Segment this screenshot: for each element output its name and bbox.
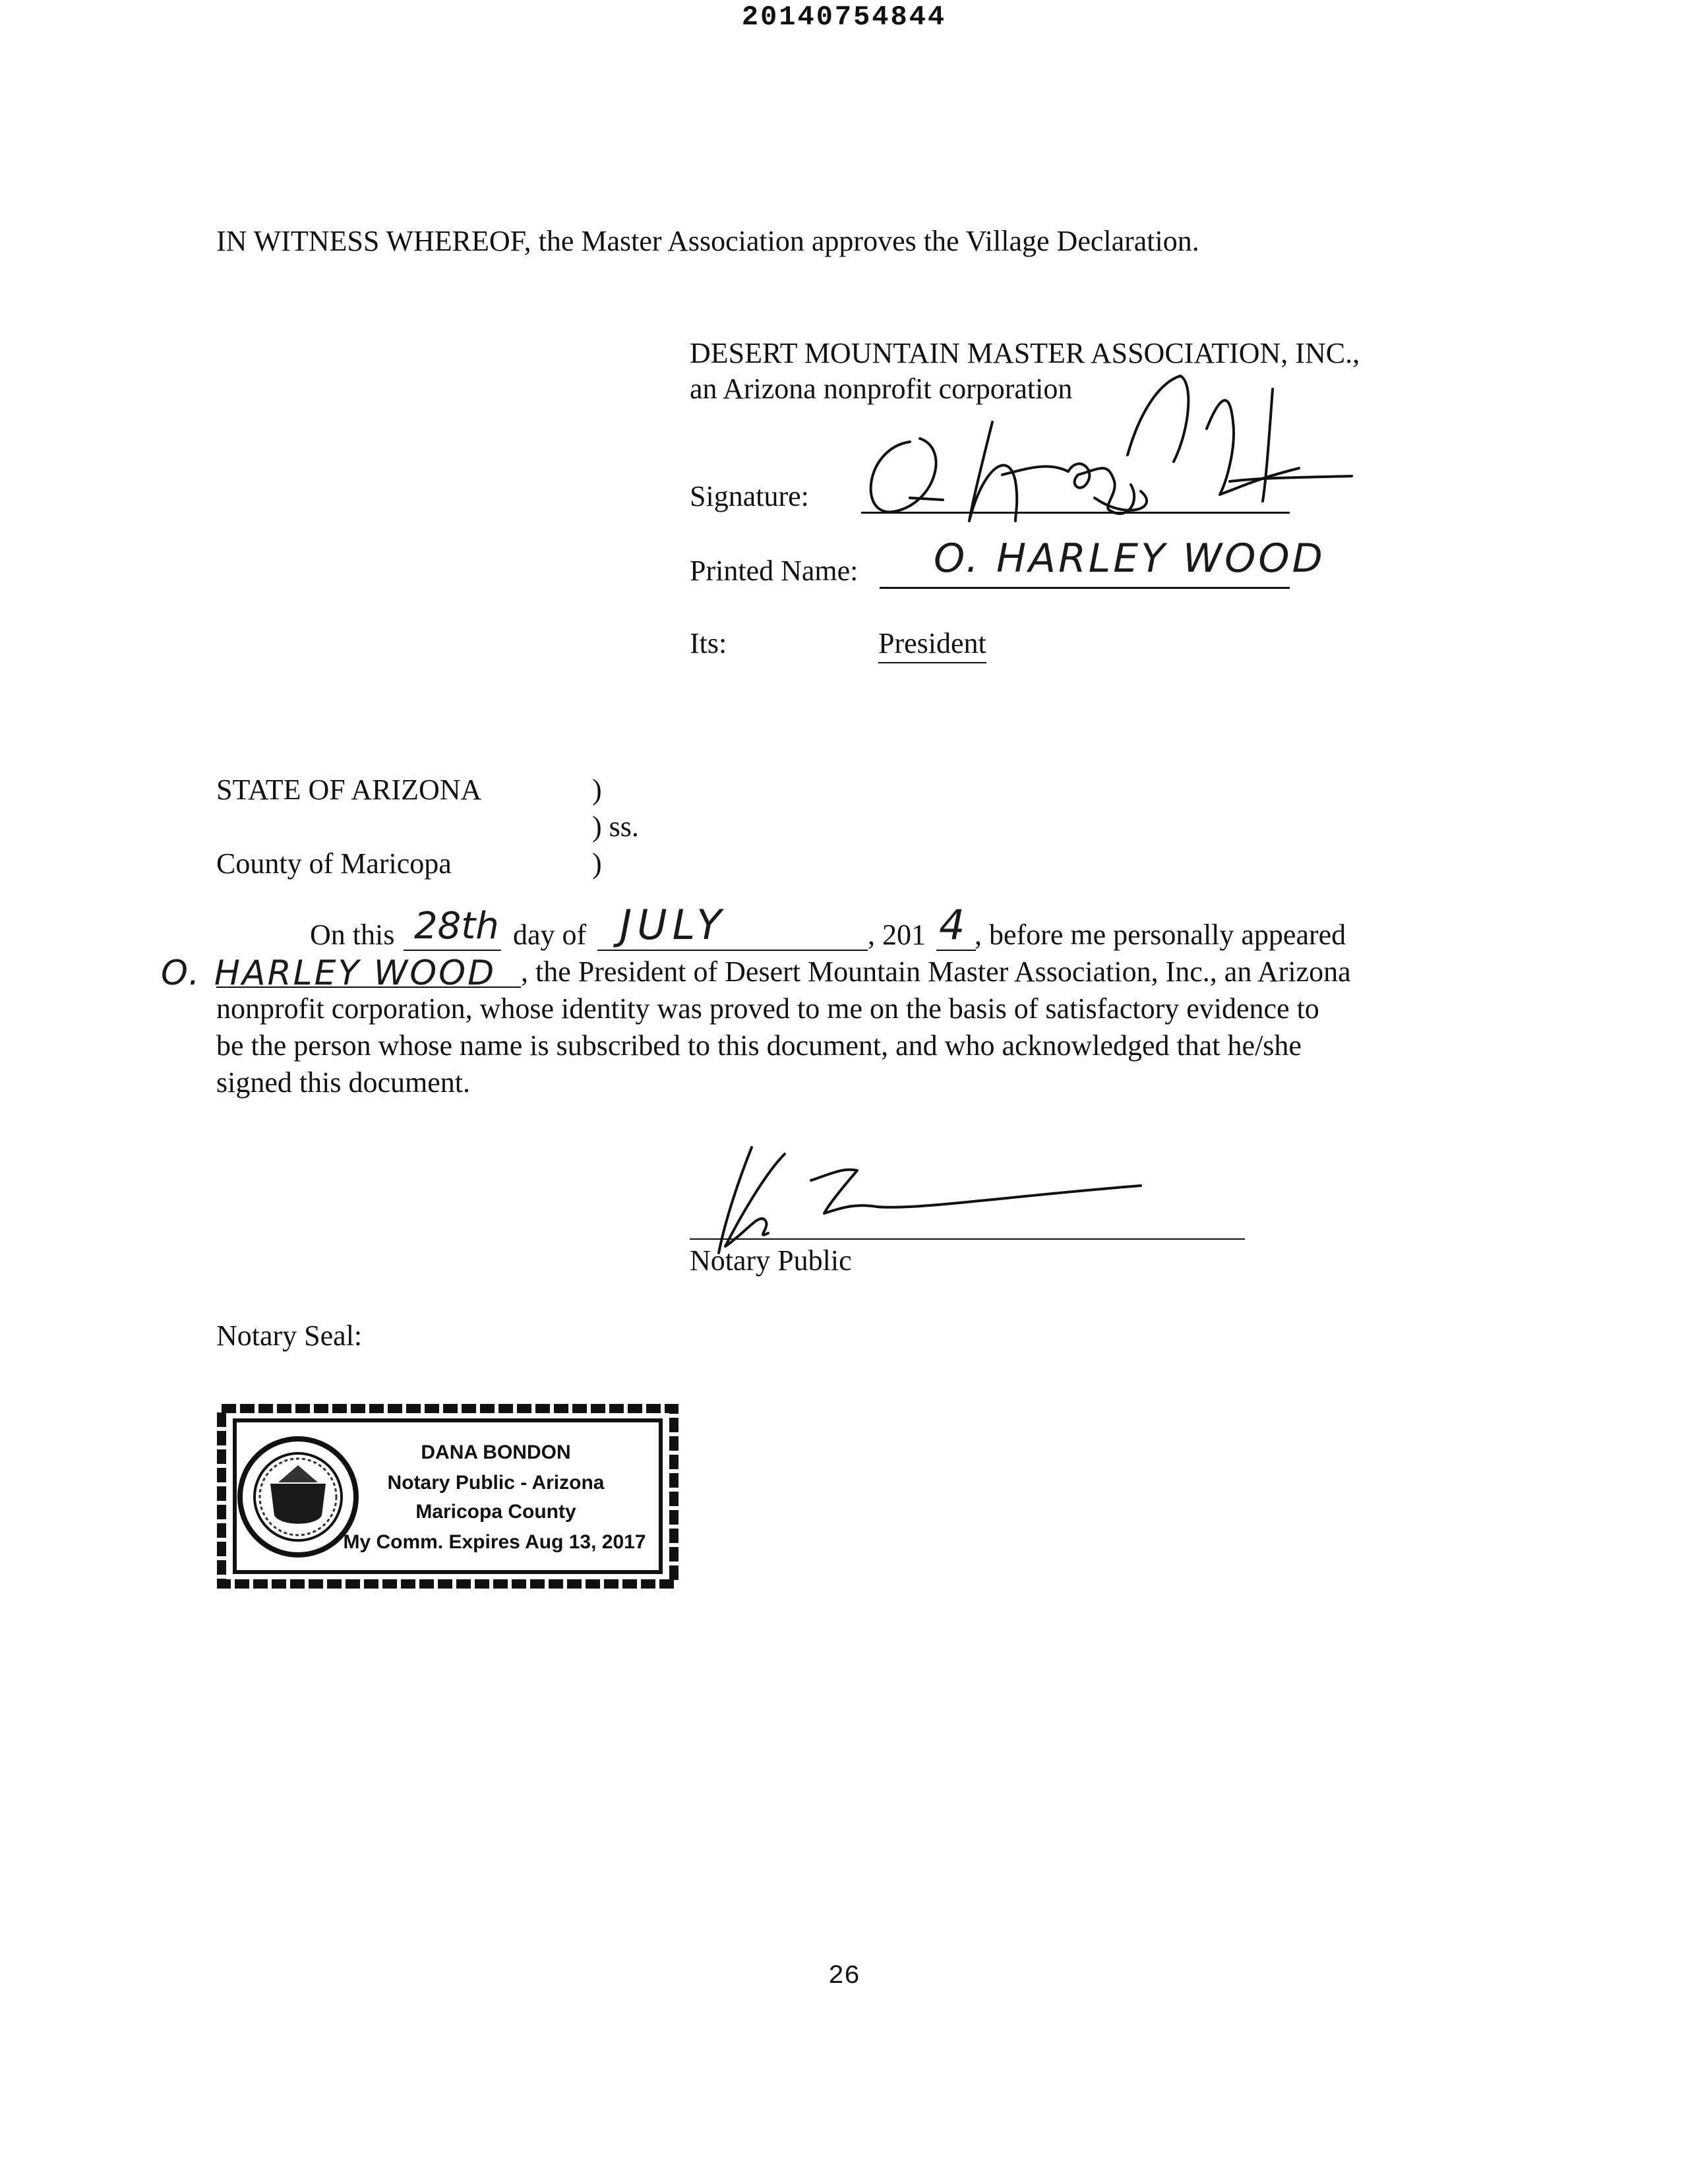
ack-line4: be the person whose name is subscribed to this document, and who acknowledged that he/she [216, 1029, 1302, 1062]
ack-month-blank [597, 950, 868, 951]
ack-year-value: 4 [939, 901, 965, 949]
ack-on-this: On this [310, 919, 395, 951]
seal-expiration: My Comm. Expires Aug 13, 2017 [343, 1531, 646, 1553]
notary-seal-stamp [218, 1405, 679, 1589]
ack-day-blank [404, 950, 501, 951]
president-signature [851, 369, 1352, 541]
ack-appeared: , before me personally appeared [975, 919, 1346, 951]
seal-county: Maricopa County [415, 1501, 576, 1523]
document-number: 20140754844 [741, 1, 947, 33]
venue-county: County of Maricopa [216, 847, 452, 880]
ack-year-blank [936, 950, 976, 951]
venue-paren-3: ) [592, 847, 602, 880]
arizona-seal-icon [240, 1439, 356, 1555]
its-value: President [878, 625, 986, 663]
witness-statement: IN WITNESS WHEREOF, the Master Association approves the Village Declaration. [216, 225, 1199, 257]
venue-ss: ) ss. [592, 810, 639, 843]
entity-name: DESERT MOUNTAIN MASTER ASSOCIATION, INC., [690, 337, 1360, 369]
venue-state: STATE OF ARIZONA [216, 774, 482, 806]
ack-person-value: O. HARLEY WOOD [161, 954, 497, 993]
ack-line3: nonprofit corporation, whose identity was proved to me on the basis of satisfactory evidence to [216, 992, 1319, 1025]
printed-name-value: O. HARLEY WOOD [934, 535, 1325, 582]
printed-name-label: Printed Name: [690, 555, 859, 587]
ack-day-value: 28th [414, 905, 499, 948]
printed-name-line [880, 587, 1290, 589]
notary-seal-label: Notary Seal: [216, 1320, 363, 1352]
entity-type: an Arizona nonprofit corporation [690, 373, 1073, 405]
seal-title: Notary Public - Arizona [387, 1472, 605, 1494]
ack-month-value: JULY [620, 901, 727, 949]
ack-year-prefix: , 201 [868, 919, 926, 951]
ack-line2: , the President of Desert Mountain Master Association, Inc., an Arizona [521, 956, 1351, 988]
venue-paren-1: ) [592, 774, 602, 806]
ack-line5: signed this document. [216, 1066, 470, 1099]
notary-label: Notary Public [690, 1244, 852, 1277]
signature-label: Signature: [690, 480, 809, 512]
ack-day-of: day of [513, 919, 587, 951]
its-label: Its: [690, 627, 727, 659]
page-number: 26 [828, 1962, 860, 1991]
seal-name: DANA BONDON [421, 1441, 571, 1463]
notary-signature-line [690, 1238, 1245, 1240]
